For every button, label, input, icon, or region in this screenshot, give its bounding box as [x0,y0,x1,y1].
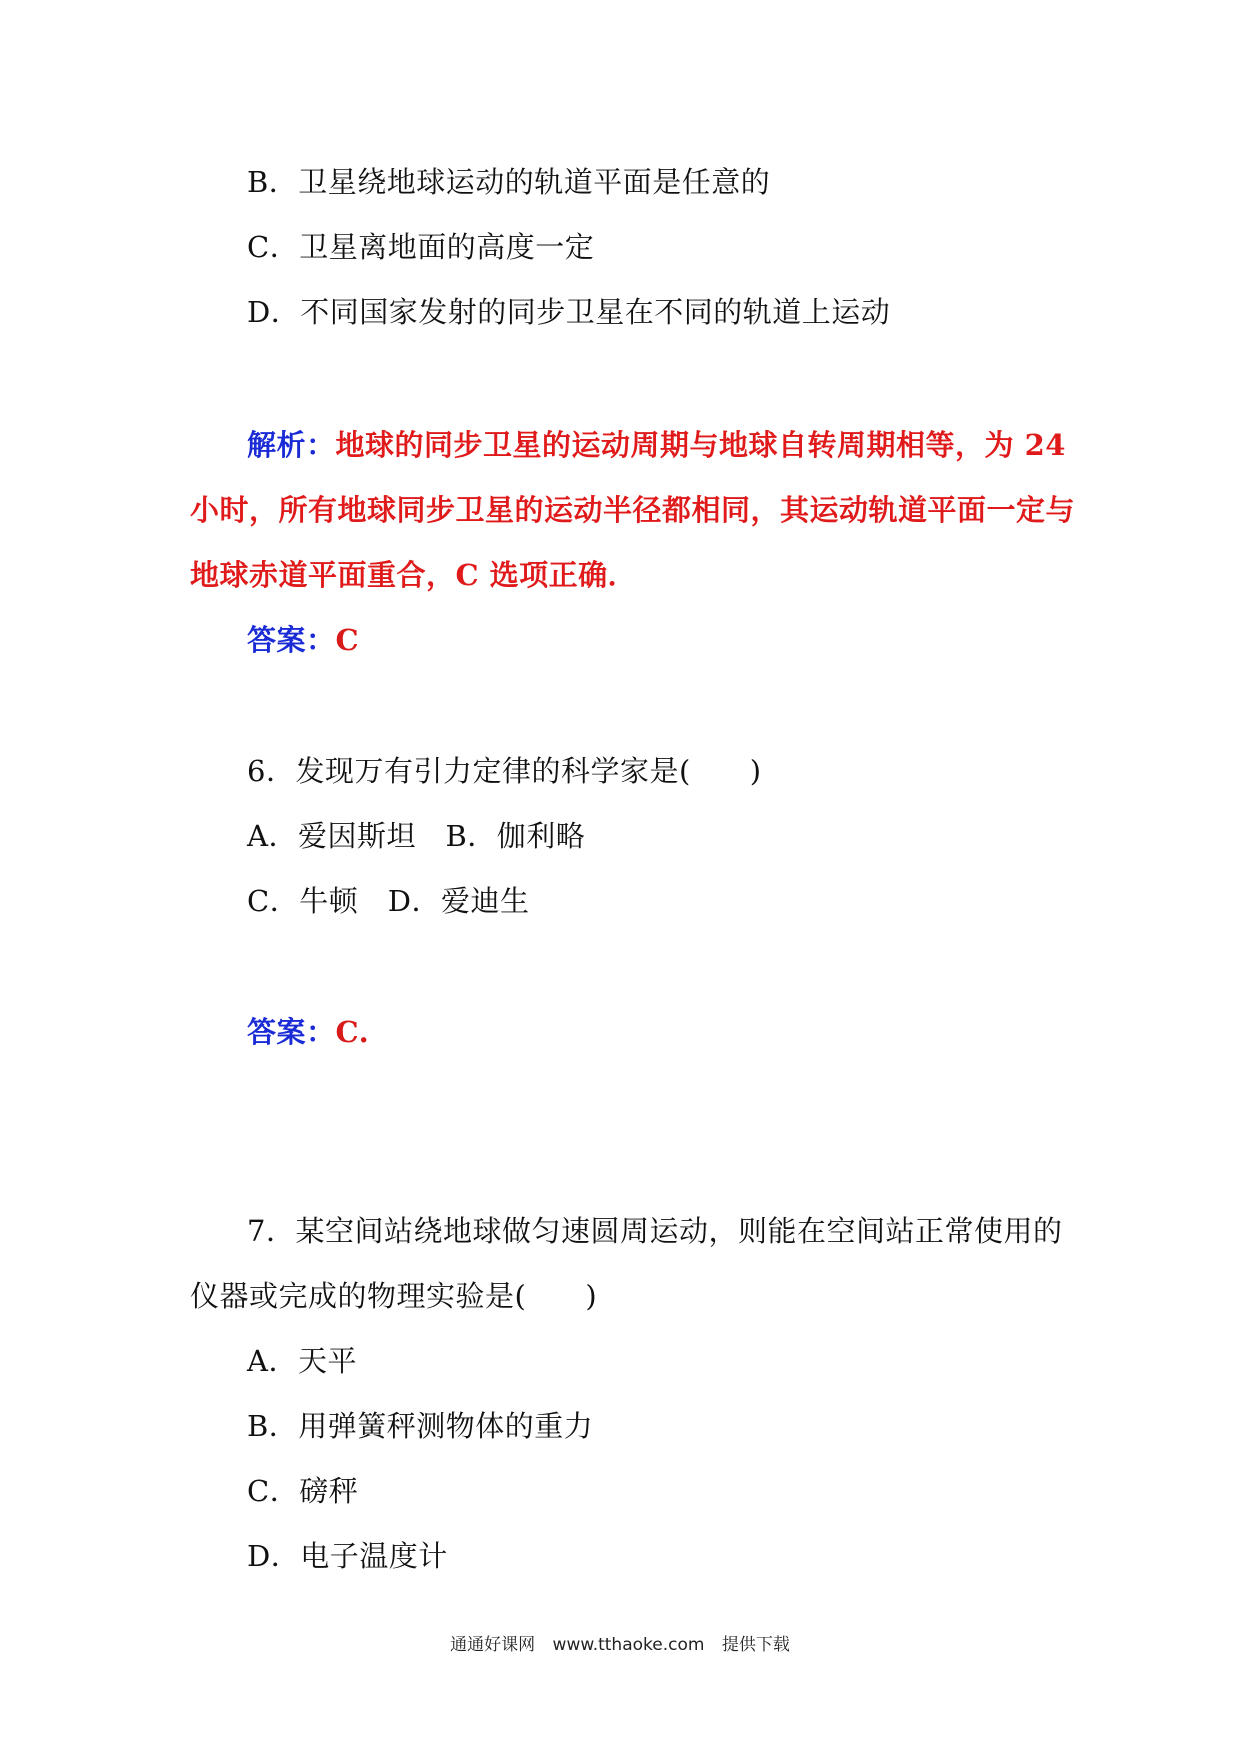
q7-option-b: B．用弹簧秤测物体的重力 [247,1409,594,1443]
q5-analysis-line-3: 地球赤道平面重合，C 选项正确． [190,558,638,592]
analysis-label: 解析： [247,428,336,462]
q5-option-b: B．卫星绕地球运动的轨道平面是任意的 [247,165,771,199]
answer-value: C. [335,1015,370,1049]
page-footer [0,1633,1240,1657]
answer-label: 答案： [247,1015,336,1049]
answer-label: 答案： [247,623,336,657]
q6-answer [247,1012,369,1052]
q5-option-d: D．不同国家发射的同步卫星在不同的轨道上运动 [247,295,891,329]
q5-answer [247,620,359,660]
q5-analysis-line-1 [247,425,1066,465]
q6-options-row-2: C．牛顿 D．爱迪生 [247,884,530,918]
q7-option-d: D．电子温度计 [247,1539,448,1573]
q7-option-c: C．磅秤 [247,1474,359,1508]
q7-stem-line-1: 7．某空间站绕地球做匀速圆周运动，则能在空间站正常使用的 [247,1214,1063,1248]
q7-stem-line-2: 仪器或完成的物理实验是( ) [190,1279,598,1313]
q6-options-row-1: A．爱因斯坦 B．伽利略 [247,819,586,853]
analysis-text-1: 地球的同步卫星的运动周期与地球自转周期相等，为 24 [335,428,1066,462]
q5-analysis-line-2: 小时，所有地球同步卫星的运动半径都相同，其运动轨道平面一定与 [190,493,1076,527]
q7-option-a: A．天平 [247,1344,357,1378]
footer-site-name: 通通好课网 [450,1635,536,1655]
q6-stem: 6．发现万有引力定律的科学家是( ) [247,754,762,788]
q5-option-c: C．卫星离地面的高度一定 [247,230,595,264]
footer-provider-text: 提供下载 [721,1635,790,1655]
answer-value: C [335,623,360,657]
footer-site-url[interactable]: www.tthaoke.com [552,1635,705,1655]
